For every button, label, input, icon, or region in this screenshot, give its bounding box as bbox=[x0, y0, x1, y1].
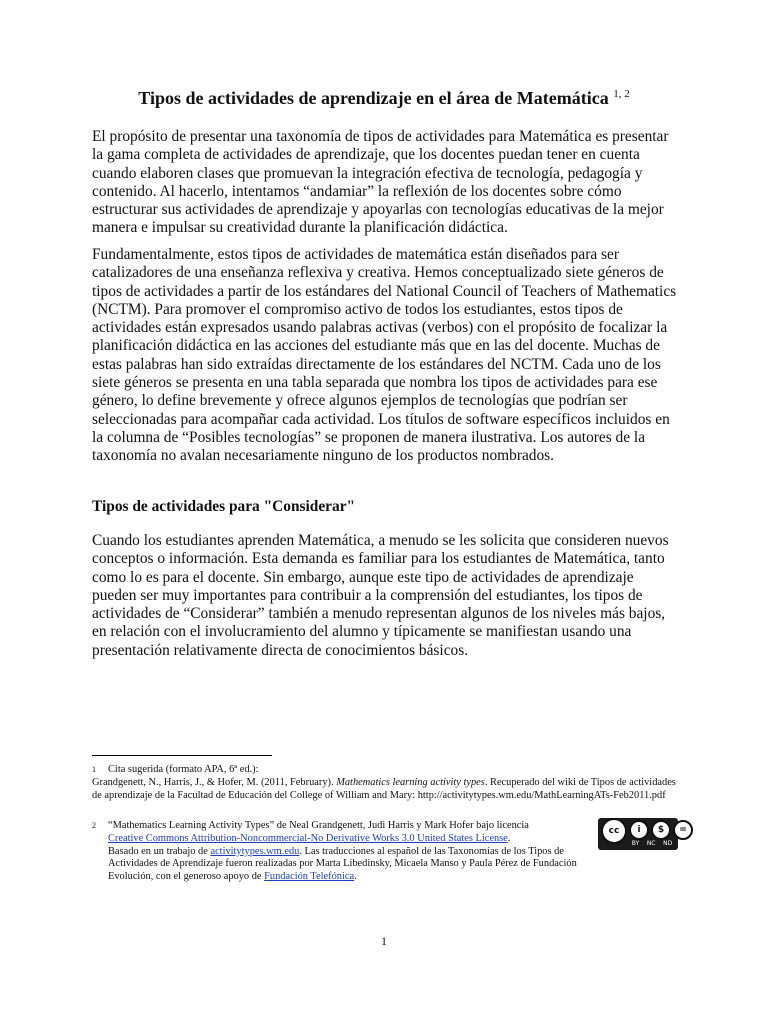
title-footnote-marks: 1, 2 bbox=[613, 88, 630, 100]
footnote-2-end: . bbox=[354, 871, 357, 883]
document-title bbox=[0, 88, 768, 109]
page-number: 1 bbox=[381, 934, 387, 948]
footnote-2-translation: . Las traducciones al español de las Taxonomías de los Tipos de Actividades de Aprendizaje fueron realizadas por Marta Libedinsky, Micaela Manso y Paula Pérez de Fundación Evolución, con el generoso apoyo de bbox=[108, 845, 577, 883]
intro-paragraph: El propósito de presentar una taxonomía de tipos de actividades para Matemática es presentar la gama completa de actividades de aprendizaje, que los docentes puedan tener en cuenta cuando elaboren clases que promuevan la integración efectiva de tecnología, pedagogía y contenido. Al hacerlo, intentamos “andamiar” la reflexión de los docentes sobre cómo estructurar sus actividades de aprendizaje y apoyarlas con tecnologías educativas de la mejor manera e impulsar su creatividad durante la planificación didáctica. bbox=[92, 128, 669, 237]
footnote-2-license-pre: bajo licencia bbox=[473, 820, 529, 831]
footnote-1 bbox=[92, 764, 678, 802]
footnote-2-work: “Mathematics Learning Activity Types” de Neal Grandgenett, Judi Harris y Mark Hofer bbox=[108, 820, 474, 831]
badge-label-nd: ND bbox=[663, 840, 673, 847]
footnote-separator bbox=[92, 755, 272, 756]
fundacion-telefonica-link[interactable]: Fundación Telefónica bbox=[264, 871, 355, 883]
footnote-1-label: Cita sugerida (formato APA, 6ª ed.): bbox=[108, 764, 259, 775]
badge-label-by: BY bbox=[631, 840, 640, 847]
footnote-2-based-pre: Basado en un trabajo de bbox=[108, 845, 208, 857]
title-text: Tipos de actividades de aprendizaje en el área de Matemática bbox=[138, 88, 609, 108]
cc-logo-icon: cc bbox=[601, 818, 627, 844]
second-paragraph: Fundamentalmente, estos tipos de actividades de matemática están diseñados para ser catalizadores de una enseñanza reflexiva y creativa. Hemos conceptualizado siete géneros de tipos de actividades a partir de los estándares del National Council of Teachers of Mathematics (NCTM). Para promover el compromiso activo de todos los estudiantes, estos tipos de actividades están expresados usando palabras activas (verbos) con el propósito de focalizar la planificación didáctica en las acciones del estudiante más que en las del docente. Muchas de estas palabras han sido extraídas directamente de los estándares del NCTM. Cada uno de los siete géneros se presenta en una tabla separada que nombra los tipos de actividades para ese género, lo define brevemente y ofrece algunos ejemplos de tecnologías que podrían ser seleccionadas para acompañar cada actividad. Los títulos de software específicos incluidos en la columna de “Posibles tecnologías” se proponen de manera ilustrativa. Los autores de la taxonomía no avalan necesariamente ninguno de los productos nombrados. bbox=[92, 246, 677, 465]
activitytypes-link[interactable]: activitytypes.wm.edu bbox=[210, 845, 300, 857]
badge-label-nc: NC bbox=[646, 840, 656, 847]
section-heading: Tipos de actividades para "Considerar" bbox=[92, 498, 356, 515]
nc-noncommercial-icon: $ bbox=[651, 820, 671, 840]
nd-noderivatives-icon: = bbox=[673, 820, 693, 840]
by-attribution-icon: i bbox=[629, 820, 649, 840]
footnote-1-mark: 1 bbox=[92, 765, 96, 774]
footnote-1-citation-title: Mathematics learning activity types bbox=[336, 776, 485, 788]
footnote-1-url[interactable]: http://activitytypes.wm.edu/MathLearningATs-Feb2011.pdf bbox=[417, 789, 666, 801]
footnote-2: 2 “Mathematics Learning Activity Types” de Neal Grandgenett, Judi Harris y Mark Hofer bajo licencia Creative Commons Attribution-Noncommercial-No Derivative Works 3.0 United States License. Basado en un trabajo de activitytypes.wm.edu. Las traducciones al español de las Taxonomías de los Tipos de Actividades de Aprendizaje fueron realizadas por Marta Libedinsky, Micaela Manso y Paula Pérez de Fundación Evolución, con el generoso apoyo de Fundación Telefónica. bbox=[92, 820, 577, 883]
footnote-1-citation-post: . Recuperado del wiki de Tipos de actividades de aprendizaje de la Facultad de Educación del College of William and Mary: bbox=[92, 776, 676, 801]
third-paragraph: Cuando los estudiantes aprenden Matemática, a menudo se les solicita que consideren nuevos conceptos o información. Esta demanda es familiar para los estudiantes de Matemática, tanto como lo es para el docente. Sin embargo, aunque este tipo de actividades de aprendizaje pueden ser muy importantes para contribuir a la comprensión del estudiantes, los tipos de actividades de “Considerar” también a menudo representan algunos de los niveles más bajos, en relación con el involucramiento del alumno y típicamente se manifiestan usando una presentación relativamente directa de conocimientos básicos. bbox=[92, 532, 669, 659]
creative-commons-badge[interactable] bbox=[598, 818, 687, 850]
footnote-2-mark: 2 bbox=[92, 821, 96, 830]
footnote-1-citation-pre: Grandgenett, N., Harris, J., & Hofer, M. (2011, February). bbox=[92, 776, 334, 788]
license-link[interactable]: Creative Commons Attribution-Noncommercial-No Derivative Works 3.0 United States License bbox=[108, 832, 508, 844]
